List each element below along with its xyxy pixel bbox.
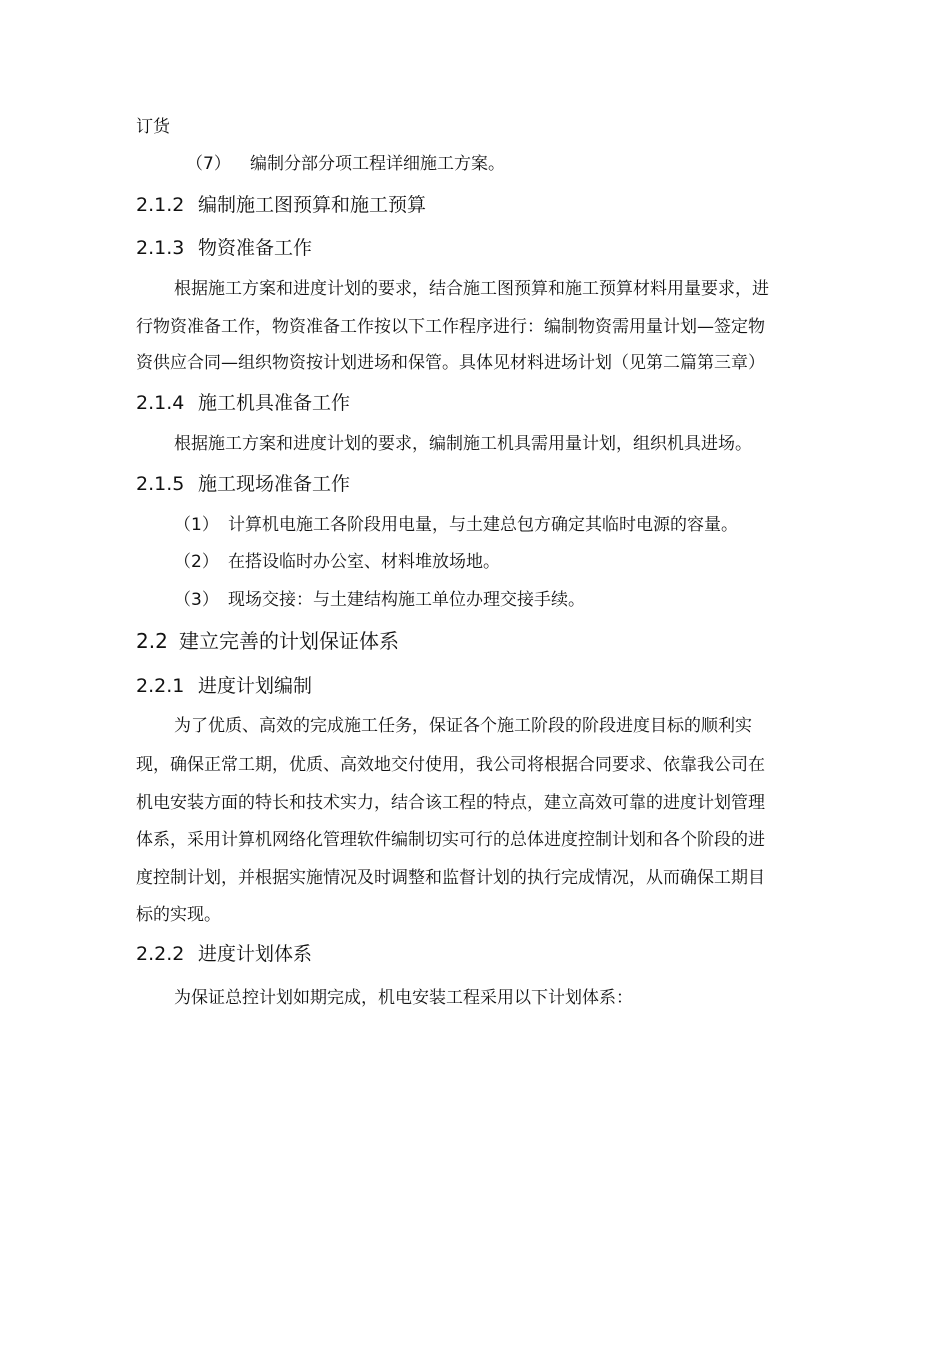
paragraph-line: 根据施工方案和进度计划的要求，编制施工机具需用量计划，组织机具进场。 [174,434,752,454]
heading-number: 2.1.3 [136,237,185,259]
paragraph-line: 体系，采用计算机网络化管理软件编制切实可行的总体进度控制计划和各个阶段的进 [136,830,765,850]
paragraph-line: 机电安装方面的特长和技术实力，结合该工程的特点，建立高效可靠的进度计划管理 [136,793,765,813]
continuation-text: 订货 [136,117,170,137]
heading-title: 进度计划体系 [198,943,313,965]
paragraph-line: 为了优质、高效的完成施工任务，保证各个施工阶段的阶段进度目标的顺利实 [174,716,752,736]
heading-2-2-2 [136,940,312,968]
paragraph-line: 为保证总控计划如期完成，机电安装工程采用以下计划体系： [174,988,633,1008]
heading-2-1-4 [136,389,350,417]
list-item-number: （1） [174,515,219,535]
paragraph-line: 资供应合同—组织物资按计划进场和保管。具体见材料进场计划（见第二篇第三章） [136,353,765,373]
heading-title: 施工机具准备工作 [198,392,351,414]
paragraph-line: 标的实现。 [136,905,221,925]
heading-title: 建立完善的计划保证体系 [179,629,399,653]
list-item-7 [186,151,505,177]
heading-title: 进度计划编制 [198,675,313,697]
list-item-1 [174,512,738,538]
heading-title: 编制施工图预算和施工预算 [198,194,427,216]
paragraph-line: 现，确保正常工期，优质、高效地交付使用，我公司将根据合同要求、依靠我公司在 [136,755,765,775]
heading-2-2-1 [136,672,312,700]
list-item-3 [174,587,585,613]
list-item-text: 现场交接：与土建结构施工单位办理交接手续。 [228,590,585,610]
list-item-text: 计算机电施工各阶段用电量，与土建总包方确定其临时电源的容量。 [228,515,738,535]
heading-number: 2.1.4 [136,392,185,414]
heading-number: 2.2 [136,629,168,653]
list-item-number: （3） [174,590,219,610]
heading-2-1-5 [136,470,350,498]
paragraph-line: 行物资准备工作，物资准备工作按以下工作程序进行：编制物资需用量计划—签定物 [136,317,765,337]
heading-2-2 [136,626,399,656]
heading-number: 2.2.2 [136,943,185,965]
list-item-number: （7） [186,154,231,174]
heading-title: 物资准备工作 [198,237,313,259]
list-item-2 [174,549,500,575]
heading-number: 2.1.5 [136,473,185,495]
paragraph-line: 度控制计划，并根据实施情况及时调整和监督计划的执行完成情况，从而确保工期目 [136,868,765,888]
heading-number: 2.2.1 [136,675,185,697]
list-item-text: 编制分部分项工程详细施工方案。 [250,154,505,174]
list-item-text: 在搭设临时办公室、材料堆放场地。 [228,552,500,572]
list-item-number: （2） [174,552,219,572]
heading-title: 施工现场准备工作 [198,473,351,495]
heading-2-1-2 [136,191,426,219]
heading-2-1-3 [136,234,312,262]
heading-number: 2.1.2 [136,194,185,216]
paragraph-line: 根据施工方案和进度计划的要求，结合施工图预算和施工预算材料用量要求，进 [174,279,769,299]
